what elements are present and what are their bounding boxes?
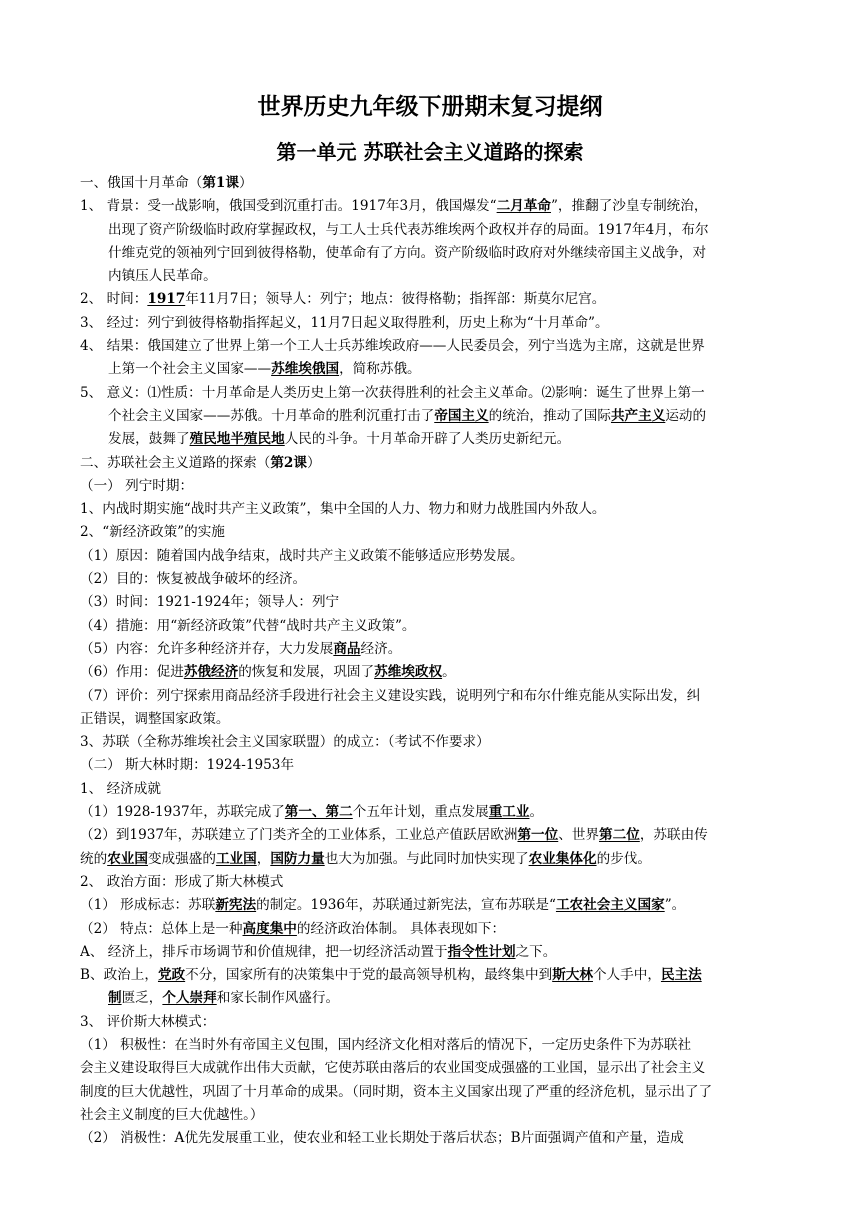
outline-line	[80, 428, 780, 451]
line-text: 内镇压人民革命。	[108, 268, 217, 285]
outline-line	[80, 685, 780, 708]
line-text: 3、 经过：列宁到彼得格勒指挥起义，11月7日起义取得胜利，历史上称为“十月革命”。	[80, 314, 609, 331]
outline-line	[80, 754, 780, 777]
emphasized-term: 农业国	[107, 850, 148, 867]
outline-line	[80, 312, 780, 335]
line-text: 不分，国家所有的决策集中于党的最高领导机构，最终集中到	[185, 967, 553, 984]
line-text: 个五年计划，重点发展	[352, 804, 489, 821]
line-text: （一） 列宁时期：	[80, 477, 194, 494]
line-text: 3、苏联（全称苏维埃社会主义国家联盟）的成立：（考试不作要求）	[80, 734, 490, 751]
emphasized-term: 苏维埃俄国	[271, 361, 340, 378]
line-text: 1、内战时期实施“战时共产主义政策”，集中全国的人力、物力和财力战胜国内外敌人。	[80, 501, 606, 518]
outline-line	[80, 824, 780, 847]
line-text: 变成强盛的	[147, 850, 216, 867]
line-text: 个人手中，	[592, 967, 661, 984]
outline-line	[80, 661, 780, 684]
line-text: 1、 背景：受一战影响，俄国受到沉重打击。1917年3月，俄国爆发“	[80, 198, 497, 215]
outline-line	[80, 335, 780, 358]
outline-line	[80, 568, 780, 591]
line-text: 3、 评价斯大林模式：	[80, 1013, 216, 1030]
line-text: 之下。	[515, 943, 557, 960]
outline-line	[80, 1011, 780, 1034]
emphasized-term: 指令性计划	[447, 943, 516, 960]
line-text: ，简称苏俄。	[339, 361, 421, 378]
emphasized-term: 民主法	[660, 967, 702, 984]
emphasized-term: 第一位	[517, 827, 559, 844]
emphasized-term: 苏俄经济	[183, 664, 239, 681]
line-text: 社会主义制度的巨大优越性。）	[80, 1106, 264, 1123]
outline-line	[80, 288, 780, 311]
line-text: 统的	[80, 850, 108, 867]
line-text: B、政治上，	[80, 967, 158, 984]
emphasized-term: 国防力量	[270, 850, 325, 867]
emphasized-term: 党政	[157, 967, 186, 984]
outline-line	[80, 452, 780, 475]
outline-line	[80, 475, 780, 498]
outline-line	[80, 848, 780, 871]
outline-line	[80, 894, 780, 917]
line-text: 的步伐。	[596, 850, 651, 867]
line-text: 2、“新经济政策”的实施	[80, 524, 225, 541]
line-text: （2） 特点：总体上是一种	[80, 920, 243, 937]
emphasized-term: 帝国主义	[434, 407, 489, 424]
outline-line	[80, 405, 780, 428]
line-text: ）	[306, 454, 321, 471]
line-text: （2） 消极性：A优先发展重工业，使农业和轻工业长期处于落后状态；B片面强调产值和产量，造成	[80, 1130, 684, 1147]
line-text: 制度的巨大优越性，巩固了十月革命的成果。（同时期，资本主义国家出现了严重的经济危机，显示出了了	[80, 1083, 713, 1100]
line-text: 运动的	[665, 407, 707, 424]
outline-line	[80, 615, 780, 638]
emphasized-term: 重工业	[488, 804, 530, 821]
outline-line	[80, 731, 780, 754]
line-text: （6）作用：促进	[80, 664, 184, 681]
emphasized-term: 第一、第二	[284, 804, 353, 821]
line-text: 经济。	[360, 640, 402, 657]
emphasized-term: 1917	[147, 291, 186, 308]
line-text: 发展，鼓舞了	[108, 431, 190, 448]
line-text: （1） 积极性：在当时外有帝国主义包围，国内经济文化相对落后的情况下，一定历史条件下为苏联社	[80, 1036, 692, 1053]
line-text: 的制定。1936年，苏联通过新宪法，宣布苏联是“	[256, 897, 556, 914]
line-text: （2）到1937年，苏联建立了门类齐全的工业体系，工业总产值跃居欧洲	[80, 827, 518, 844]
line-text: 的统治，推动了国际	[488, 407, 611, 424]
unit-title: 第一单元 苏联社会主义道路的探索	[276, 140, 584, 164]
outline-line	[80, 242, 780, 265]
line-text: 的经济政治体制。 具体表现如下：	[296, 920, 506, 937]
line-text: （5）内容：允许多种经济并存，大力发展	[80, 640, 334, 657]
line-text: 也大为加强。与此同时加快实现了	[324, 850, 529, 867]
line-text: （1）1928-1937年，苏联完成了	[80, 804, 285, 821]
outline-line	[80, 265, 780, 288]
emphasized-term: 新宪法	[215, 897, 257, 914]
outline-line	[80, 545, 780, 568]
emphasized-term: 第2课	[270, 454, 307, 471]
emphasized-term: 制	[108, 990, 122, 1007]
line-text: ”。	[664, 897, 686, 914]
outline-line	[80, 1104, 780, 1127]
line-text: 什维克党的领袖列宁回到彼得格勒，使革命有了方向。资产阶级临时政府对外继续帝国主义战争，对	[108, 244, 707, 261]
outline-line	[80, 987, 780, 1010]
line-text: 会主义建设取得巨大成就作出伟大贡献，它使苏联由落后的农业国变成强盛的工业国，显示出了社会主义	[80, 1060, 706, 1077]
emphasized-term: 第二位	[599, 827, 640, 844]
emphasized-term: 个人崇拜	[162, 990, 217, 1007]
outline-line	[80, 1127, 780, 1150]
line-text: （3）时间：1921-1924年；领导人：列宁	[80, 594, 340, 611]
emphasized-term: 殖民地半殖民地	[189, 431, 285, 448]
outline-line	[80, 1034, 780, 1057]
line-text: 1、 经济成就	[80, 780, 161, 797]
line-text: 2、 政治方面：形成了斯大林模式	[80, 873, 284, 890]
line-text: 一、俄国十月革命（	[80, 175, 203, 191]
line-text: 。	[442, 664, 456, 681]
outline-line	[80, 778, 780, 801]
line-text: 年11月7日；领导人：列宁；地点：彼得格勒；指挥部：斯莫尔尼宫。	[185, 291, 606, 308]
emphasized-term: 农业集体化	[528, 850, 597, 867]
outline-line	[80, 638, 780, 661]
outline-line	[80, 941, 780, 964]
outline-line	[80, 871, 780, 894]
line-text: ，苏联由传	[639, 827, 708, 844]
outline-line	[80, 195, 780, 218]
line-text: （二） 斯大林时期：1924-1953年	[80, 757, 295, 774]
line-text: 和家长制作风盛行。	[216, 990, 340, 1007]
emphasized-term: 商品	[333, 640, 361, 657]
line-text: 出现了资产阶级临时政府掌握政权，与工人士兵代表苏维埃两个政权并存的局面。1917年4月，布尔	[108, 221, 709, 238]
line-text: 。	[529, 804, 544, 821]
line-text: ”，推翻了沙皇专制统治，	[550, 198, 708, 215]
emphasized-term: 工业国	[215, 850, 257, 867]
line-text: ，	[256, 850, 271, 867]
line-text: （1）原因：随着国内战争结束，战时共产主义政策不能够适应形势发展。	[80, 547, 524, 564]
outline-line	[80, 382, 780, 405]
line-text: 2、 时间：	[80, 291, 148, 308]
outline-line	[80, 358, 780, 381]
document-title: 世界历史九年级下册期末复习提纲	[257, 94, 603, 120]
line-text: 的恢复和发展，巩固了	[238, 664, 375, 681]
line-text: 4、 结果：俄国建立了世界上第一个工人士兵苏维埃政府——人民委员会，列宁当选为主席，这就是世界	[80, 338, 705, 355]
emphasized-term: 第1课	[202, 175, 239, 191]
emphasized-term: 高度集中	[242, 920, 297, 937]
outline-line	[80, 918, 780, 941]
line-text: ）	[239, 175, 253, 191]
line-text: （2）目的：恢复被战争破坏的经济。	[80, 571, 307, 588]
line-text: 5、 意义：⑴性质：十月革命是人类历史上第一次获得胜利的社会主义革命。⑵影响：诞生了世界上第一	[80, 384, 705, 401]
outline-line	[80, 1081, 780, 1104]
outline-line	[80, 964, 780, 987]
outline-line	[80, 172, 780, 195]
line-text: （4）措施：用“新经济政策”代替“战时共产主义政策”。	[80, 617, 416, 634]
emphasized-term: 二月革命	[496, 198, 551, 215]
line-text: 上第一个社会主义国家——	[108, 361, 272, 378]
line-text: （1） 形成标志：苏联	[80, 897, 216, 914]
outline-line	[80, 708, 780, 731]
line-text: 二、苏联社会主义道路的探索（	[80, 454, 271, 471]
outline-line	[80, 801, 780, 824]
emphasized-term: 苏维埃政权	[374, 664, 443, 681]
emphasized-term: 工农社会主义国家	[555, 897, 665, 914]
emphasized-term: 共产主义	[610, 407, 666, 424]
line-text: （7）评价：列宁探索用商品经济手段进行社会主义建设实践，说明列宁和布尔什维克能从实际出发，纠	[80, 687, 701, 704]
outline-body	[80, 172, 780, 1150]
line-text: 匮乏，	[121, 990, 163, 1007]
line-text: 、世界	[558, 827, 600, 844]
line-text: 人民的斗争。十月革命开辟了人类历史新纪元。	[284, 431, 571, 448]
emphasized-term: 斯大林	[552, 967, 593, 984]
line-text: 个社会主义国家——苏俄。十月革命的胜利沉重打击了	[108, 407, 435, 424]
outline-line	[80, 498, 780, 521]
outline-line	[80, 591, 780, 614]
outline-line	[80, 521, 780, 544]
line-text: 正错误，调整国家政策。	[80, 710, 230, 727]
outline-line	[80, 1057, 780, 1080]
outline-line	[80, 219, 780, 242]
line-text: A、 经济上，排斥市场调节和价值规律，把一切经济活动置于	[80, 943, 448, 960]
